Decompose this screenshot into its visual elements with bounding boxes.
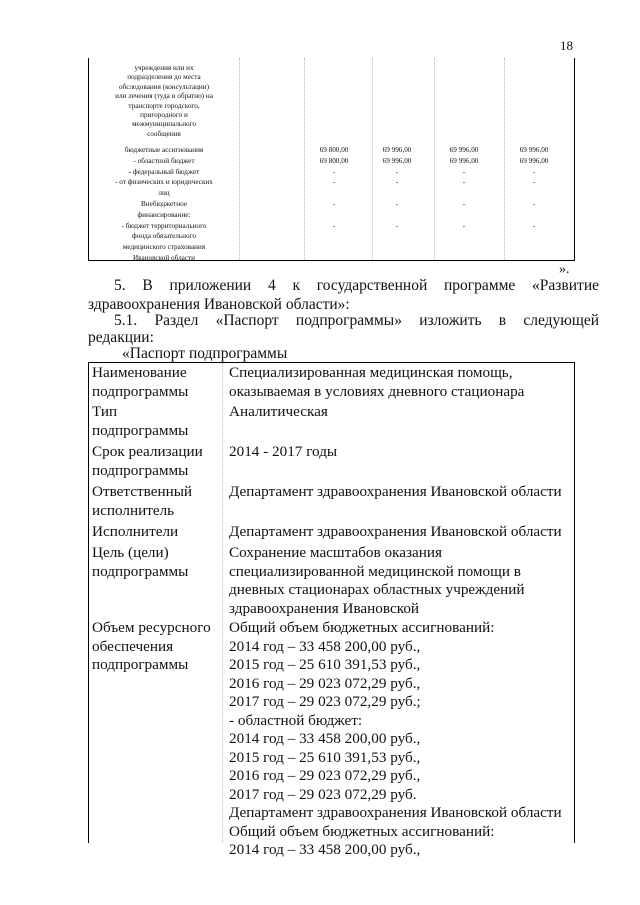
budget-value: 69 996,00 — [449, 146, 479, 154]
value-line: 2016 год – 29 023 072,29 руб., — [229, 767, 421, 784]
value-line: Департамент здравоохранения Ивановской области — [229, 483, 562, 500]
budget-row-label: медицинского страхования — [122, 243, 206, 252]
value-line: 2015 год – 25 610 391,53 руб., — [229, 748, 421, 766]
budget-value: - — [462, 221, 466, 230]
budget-value: 69 800,00 — [319, 146, 349, 154]
column-divider — [239, 58, 240, 260]
label-line: Ответственный — [92, 483, 193, 500]
budget-row-label: Ивановской области — [132, 254, 196, 262]
budget-row-label: - от физических и юридических — [115, 178, 213, 187]
budget-value: 69 800,00 — [319, 156, 349, 165]
paragraph-line: редакции: — [88, 329, 154, 346]
label-line: подпрограммы — [92, 382, 189, 400]
budget-value: - — [332, 221, 336, 230]
label-line: подпрограммы — [92, 656, 189, 673]
description-line: межмуниципального — [132, 120, 196, 129]
label-line: исполнитель — [92, 501, 175, 519]
paragraph-line: здравоохранения Ивановской области»: — [88, 296, 350, 313]
budget-value: - — [532, 178, 536, 187]
budget-value: 69 996,00 — [519, 146, 549, 154]
description-line: обследования (консультации) — [119, 82, 209, 91]
budget-value: 69 996,00 — [382, 146, 412, 154]
value-line: Аналитическая — [229, 403, 328, 420]
label-line: подпрограммы — [92, 421, 189, 439]
label-line: Цель (цели) — [92, 544, 169, 561]
passport-value — [229, 523, 569, 542]
budget-value: - — [462, 178, 466, 187]
closing-quote: ». — [559, 262, 570, 277]
budget-value: - — [462, 167, 466, 176]
budget-row-label: - федеральный бюджет — [128, 167, 200, 176]
value-line: Департамент здравоохранения Ивановской области — [229, 804, 562, 821]
passport-label — [92, 364, 220, 401]
passport-label — [92, 544, 220, 581]
value-line: 2014 год – 33 458 200,00 руб., — [229, 637, 421, 655]
budget-value: - — [532, 167, 536, 176]
budget-value: - — [332, 200, 336, 208]
value-line: 2017 год – 29 023 072,29 руб. — [229, 785, 417, 803]
value-line: 2017 год – 29 023 072,29 руб.; — [229, 693, 421, 710]
passport-label — [92, 443, 220, 480]
budget-row-label: - областной бюджет — [133, 156, 195, 165]
column-divider — [222, 363, 223, 843]
label-line: Объем ресурсного — [92, 619, 211, 636]
paragraph-5 — [88, 276, 599, 295]
budget-value: - — [395, 178, 399, 187]
passport-value — [229, 483, 569, 502]
budget-row-label: бюджетные ассигнования — [124, 146, 204, 154]
value-line: специализированной медицинской помощи в — [229, 562, 521, 580]
label-line: подпрограммы — [92, 461, 189, 479]
passport-value — [229, 544, 569, 618]
budget-value: - — [395, 221, 399, 230]
budget-row-label: финансирование: — [137, 210, 191, 219]
value-line: здравоохранения Ивановской — [229, 599, 420, 617]
passport-label — [92, 483, 220, 520]
label-line: Наименование — [92, 364, 187, 381]
passport-value — [229, 403, 569, 422]
label-line: обеспечения — [92, 637, 174, 655]
value-line: Департамент здравоохранения Ивановской области — [229, 523, 562, 540]
budget-value: 69 996,00 — [382, 156, 412, 165]
value-line: оказываемая в условиях дневного стационара — [229, 382, 525, 400]
budget-value: - — [462, 200, 466, 208]
budget-value: - — [532, 200, 536, 208]
description-line: учреждения или их — [134, 64, 194, 72]
label-line: Тип — [92, 403, 118, 420]
value-line: 2014 год – 33 458 200,00 руб., — [229, 730, 421, 747]
value-line: Общий объем бюджетных ассигнований: — [229, 822, 495, 840]
label-line: подпрограммы — [92, 562, 189, 580]
label-line: Исполнители — [92, 523, 179, 540]
passport-title: «Паспорт подпрограммы — [122, 345, 288, 362]
budget-value: 69 996,00 — [449, 156, 479, 165]
description-line: пригородного и — [140, 111, 188, 120]
paragraph-line: 5. В приложении 4 к государственной программе «Развитие — [114, 277, 599, 294]
paragraph-line: 5.1. Раздел «Паспорт подпрограммы» изложить в следующей — [114, 312, 599, 329]
passport-value — [229, 619, 569, 860]
value-line: 2016 год – 29 023 072,29 руб., — [229, 674, 421, 692]
value-line: 2014 год – 33 458 200,00 руб., — [229, 841, 421, 858]
value-line: Специализированная медицинская помощь, — [229, 364, 513, 381]
page-number: 18 — [560, 38, 573, 53]
budget-value: - — [395, 167, 399, 176]
passport-label — [92, 403, 220, 440]
budget-value: - — [395, 200, 399, 208]
value-line: - областной бюджет: — [229, 711, 363, 729]
row-description — [89, 64, 239, 139]
value-line: 2014 - 2017 годы — [229, 443, 338, 460]
value-line: Общий объем бюджетных ассигнований: — [229, 619, 495, 636]
passport-value — [229, 443, 569, 462]
budget-row-label: - бюджет территориального — [121, 221, 207, 230]
description-line: сообщения — [147, 129, 181, 138]
value-line: Сохранение масштабов оказания — [229, 544, 442, 561]
budget-row-label: лиц — [158, 189, 170, 198]
budget-row-label: фонда обязательного — [132, 232, 196, 241]
passport-value — [229, 364, 569, 401]
budget-value: - — [332, 178, 336, 187]
description-line: или лечения (туда и обратно) на — [115, 92, 213, 101]
budget-value: - — [332, 167, 336, 176]
passport-label — [92, 619, 220, 675]
label-line: Срок реализации — [92, 443, 203, 460]
budget-row-label: Внебюджетное — [140, 200, 188, 208]
passport-table — [88, 362, 575, 858]
value-line: дневных стационарах областных учреждений — [229, 581, 525, 598]
budget-value: 69 996,00 — [519, 156, 549, 165]
description-line: подразделения до места — [127, 73, 201, 82]
value-line: 2015 год – 25 610 391,53 руб., — [229, 656, 421, 673]
budget-value: - — [532, 221, 536, 230]
description-line: транспорте городского, — [128, 101, 200, 110]
passport-label — [92, 523, 220, 542]
budget-table-continuation — [88, 58, 575, 261]
